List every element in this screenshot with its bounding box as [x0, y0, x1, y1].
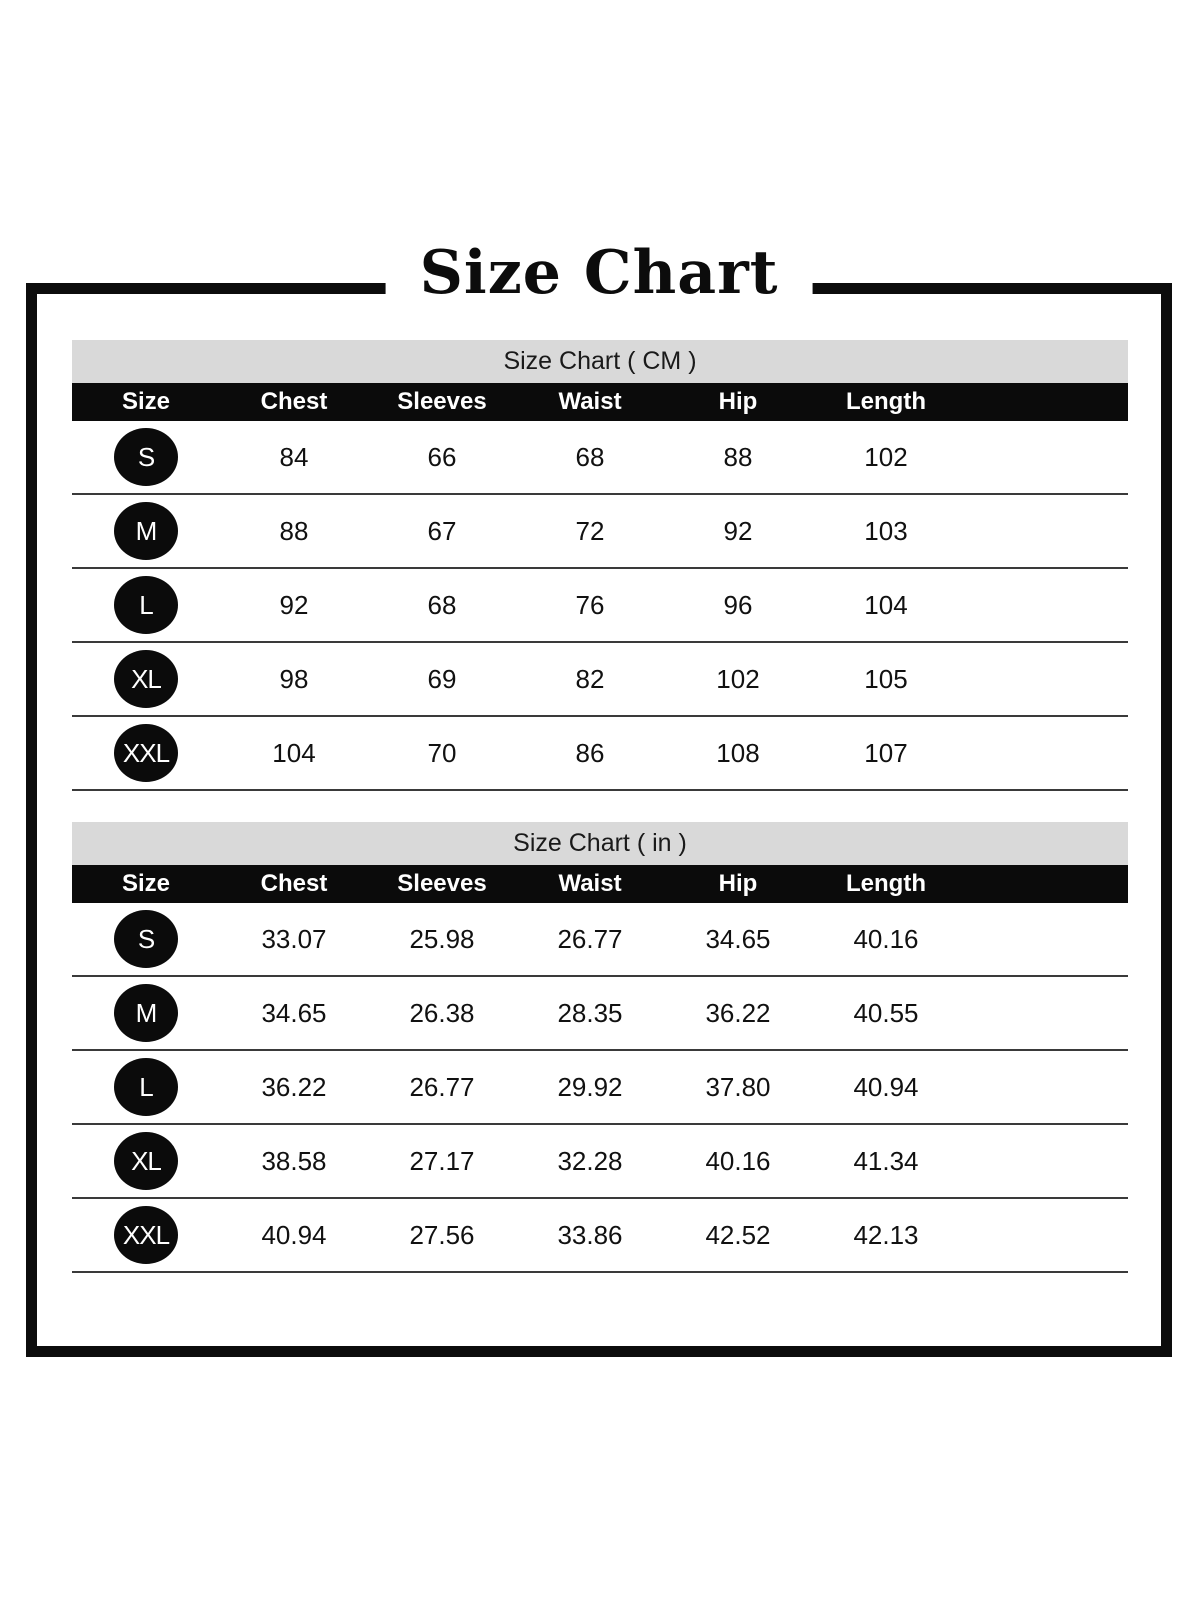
cell-value: 40.55 [853, 997, 919, 1028]
cell-value: 102 [716, 663, 760, 694]
cell-value: 38.58 [261, 1145, 327, 1176]
column-header-hip: Hip [718, 388, 758, 415]
column-header-chest: Chest [260, 388, 328, 415]
column-header-length: Length [846, 870, 926, 897]
column-header-waist: Waist [558, 388, 622, 415]
table-row [72, 1125, 1128, 1199]
size-badge: XL [114, 650, 178, 708]
column-header-size: Size [121, 388, 171, 415]
cell-value: 66 [427, 441, 457, 472]
cell-value: 40.94 [261, 1219, 327, 1250]
size-badge: M [114, 984, 178, 1042]
cell-value: 70 [427, 737, 457, 768]
cell-value: 27.17 [409, 1145, 475, 1176]
table-caption-cm: Size Chart ( CM ) [72, 340, 1128, 383]
cell-value: 42.13 [853, 1219, 919, 1250]
table-row [72, 1051, 1128, 1125]
size-cell [72, 1058, 220, 1116]
table-row [72, 977, 1128, 1051]
cell-value: 82 [575, 663, 605, 694]
cell-value: 104 [864, 589, 908, 620]
cell-value: 32.28 [557, 1145, 623, 1176]
cell-value: 72 [575, 515, 605, 546]
size-badge: XXL [114, 1206, 178, 1264]
cell-value: 40.94 [853, 1071, 919, 1102]
column-header-sleeves: Sleeves [397, 870, 487, 897]
cell-value: 26.38 [409, 997, 475, 1028]
size-cell [72, 428, 220, 486]
chart-frame [26, 238, 1172, 1357]
cell-value: 92 [723, 515, 753, 546]
column-header-hip: Hip [718, 870, 758, 897]
cell-value: 84 [279, 441, 309, 472]
column-header-waist: Waist [558, 870, 622, 897]
column-header-sleeves: Sleeves [397, 388, 487, 415]
table-row [72, 1199, 1128, 1273]
cell-value: 26.77 [409, 1071, 475, 1102]
cell-value: 67 [427, 515, 457, 546]
cell-value: 96 [723, 589, 753, 620]
cell-value: 29.92 [557, 1071, 623, 1102]
cell-value: 76 [575, 589, 605, 620]
page-title: Size Chart [386, 242, 813, 304]
size-cell [72, 502, 220, 560]
cell-value: 42.52 [705, 1219, 771, 1250]
cell-value: 88 [723, 441, 753, 472]
cell-value: 27.56 [409, 1219, 475, 1250]
size-badge: L [114, 576, 178, 634]
size-badge: S [114, 910, 178, 968]
cell-value: 68 [575, 441, 605, 472]
size-cell [72, 650, 220, 708]
size-cell [72, 984, 220, 1042]
size-table-in [72, 822, 1128, 1273]
size-badge: XXL [114, 724, 178, 782]
cell-value: 28.35 [557, 997, 623, 1028]
cell-value: 103 [864, 515, 908, 546]
table-row [72, 421, 1128, 495]
cell-value: 108 [716, 737, 760, 768]
cell-value: 33.86 [557, 1219, 623, 1250]
cell-value: 34.65 [261, 997, 327, 1028]
cell-value: 25.98 [409, 923, 475, 954]
cell-value: 36.22 [261, 1071, 327, 1102]
cell-value: 37.80 [705, 1071, 771, 1102]
table-row [72, 495, 1128, 569]
size-badge: S [114, 428, 178, 486]
size-cell [72, 1132, 220, 1190]
table-caption-in: Size Chart ( in ) [72, 822, 1128, 865]
size-badge: L [114, 1058, 178, 1116]
size-cell [72, 1206, 220, 1264]
cell-value: 68 [427, 589, 457, 620]
cell-value: 98 [279, 663, 309, 694]
cell-value: 86 [575, 737, 605, 768]
cell-value: 69 [427, 663, 457, 694]
cell-value: 104 [272, 737, 316, 768]
column-header-size: Size [121, 870, 171, 897]
cell-value: 92 [279, 589, 309, 620]
table-row [72, 643, 1128, 717]
cell-value: 88 [279, 515, 309, 546]
size-badge: XL [114, 1132, 178, 1190]
table-header-row [72, 865, 1128, 903]
cell-value: 33.07 [261, 923, 327, 954]
cell-value: 36.22 [705, 997, 771, 1028]
cell-value: 41.34 [853, 1145, 919, 1176]
size-badge: M [114, 502, 178, 560]
table-row [72, 569, 1128, 643]
cell-value: 107 [864, 737, 908, 768]
cell-value: 102 [864, 441, 908, 472]
cell-value: 34.65 [705, 923, 771, 954]
table-row [72, 903, 1128, 977]
cell-value: 105 [864, 663, 908, 694]
table-row [72, 717, 1128, 791]
size-cell [72, 724, 220, 782]
size-cell [72, 576, 220, 634]
size-cell [72, 910, 220, 968]
cell-value: 26.77 [557, 923, 623, 954]
cell-value: 40.16 [705, 1145, 771, 1176]
cell-value: 40.16 [853, 923, 919, 954]
size-table-cm [72, 340, 1128, 791]
column-header-length: Length [846, 388, 926, 415]
column-header-chest: Chest [260, 870, 328, 897]
table-header-row [72, 383, 1128, 421]
